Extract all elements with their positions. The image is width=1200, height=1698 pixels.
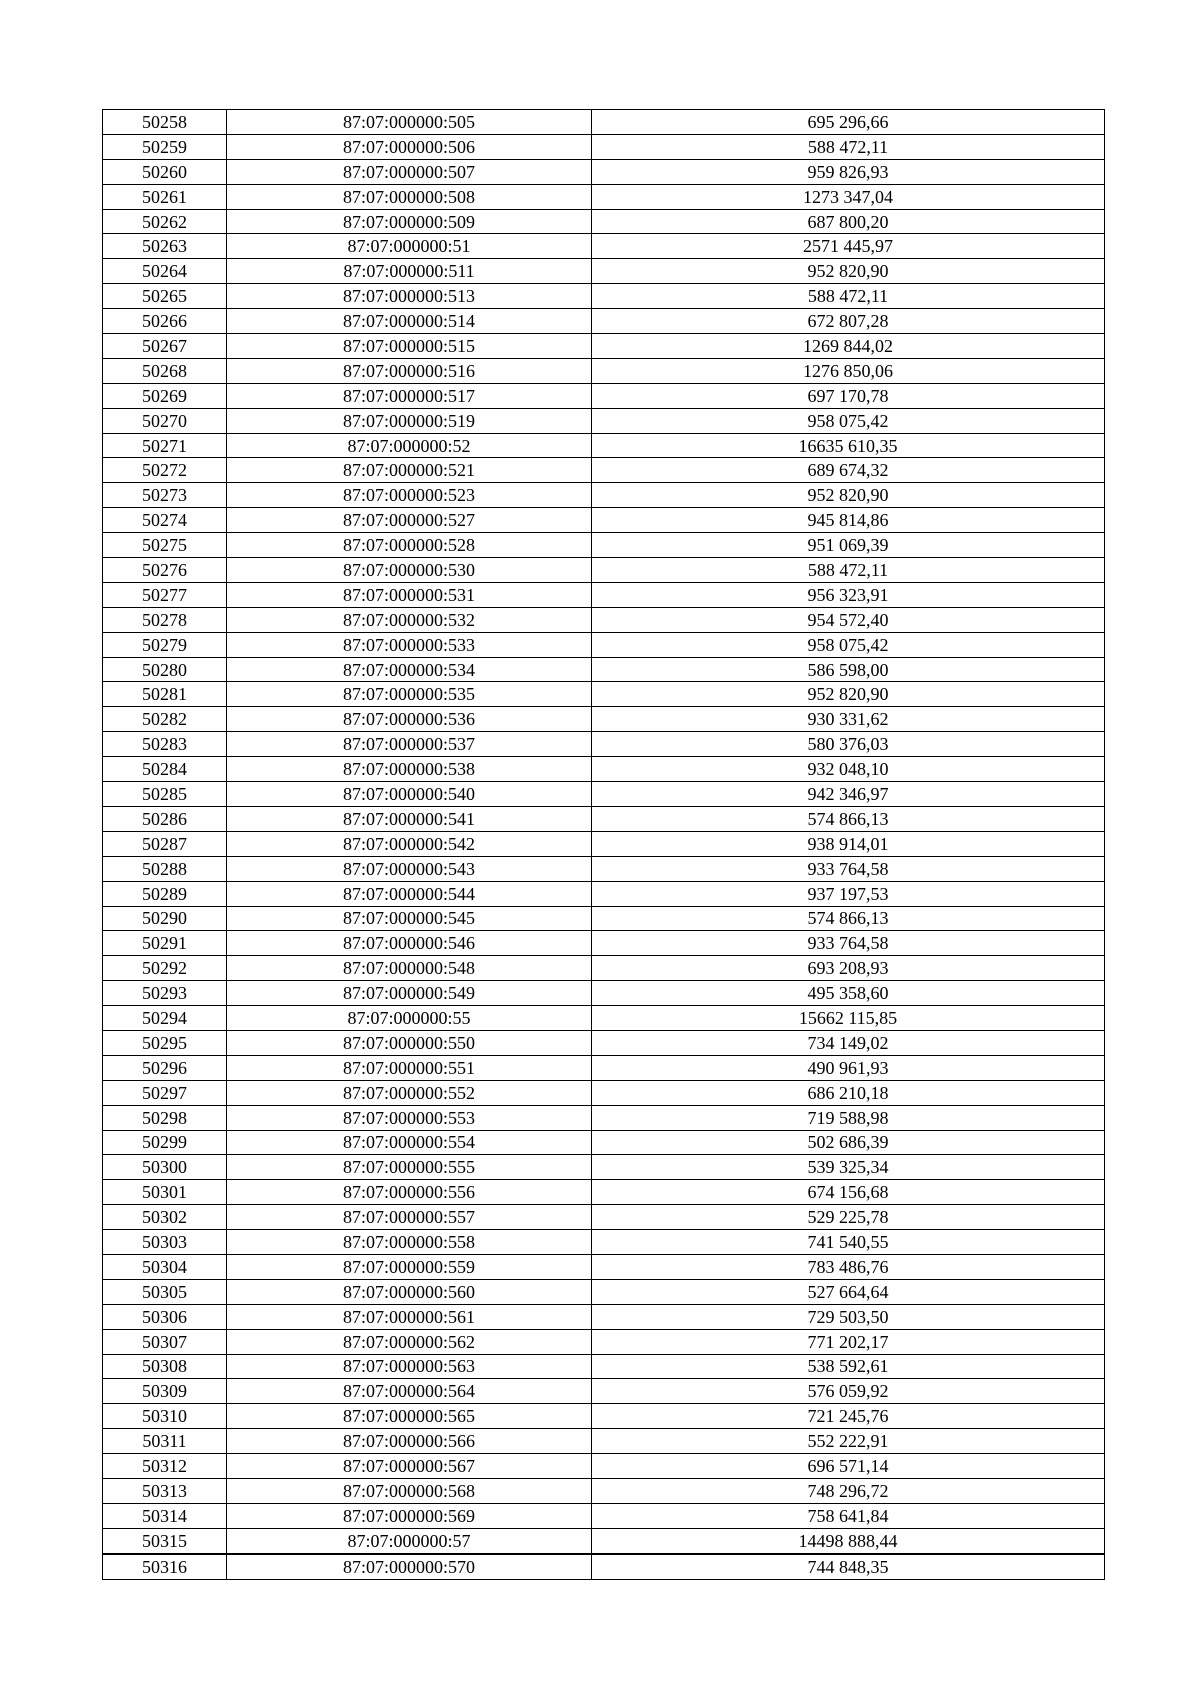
table-row xyxy=(103,906,1105,931)
table-row xyxy=(103,931,1105,956)
cadastral-number-cell: 87:07:000000:530 xyxy=(227,558,592,583)
table-row xyxy=(103,1354,1105,1379)
cadastral-number-cell: 87:07:000000:568 xyxy=(227,1478,592,1503)
table-row xyxy=(103,1105,1105,1130)
cadastral-value-cell: 588 472,11 xyxy=(592,284,1105,309)
cadastral-value-cell: 952 820,90 xyxy=(592,682,1105,707)
cadastral-number-cell: 87:07:000000:560 xyxy=(227,1279,592,1304)
row-number-cell: 50295 xyxy=(103,1030,227,1055)
table-row xyxy=(103,856,1105,881)
row-number-cell: 50299 xyxy=(103,1130,227,1155)
cadastral-value-cell: 696 571,14 xyxy=(592,1454,1105,1479)
table-row xyxy=(103,1205,1105,1230)
cadastral-value-cell: 958 075,42 xyxy=(592,632,1105,657)
cadastral-number-cell: 87:07:000000:569 xyxy=(227,1503,592,1528)
table-row xyxy=(103,607,1105,632)
cadastral-value-cell: 693 208,93 xyxy=(592,956,1105,981)
table-row xyxy=(103,1554,1105,1579)
row-number-cell: 50260 xyxy=(103,159,227,184)
row-number-cell: 50294 xyxy=(103,1006,227,1031)
row-number-cell: 50263 xyxy=(103,234,227,259)
row-number-cell: 50307 xyxy=(103,1329,227,1354)
cadastral-value-cell: 932 048,10 xyxy=(592,757,1105,782)
row-number-cell: 50286 xyxy=(103,806,227,831)
row-number-cell: 50277 xyxy=(103,582,227,607)
row-number-cell: 50258 xyxy=(103,110,227,135)
cadastral-number-cell: 87:07:000000:540 xyxy=(227,782,592,807)
row-number-cell: 50313 xyxy=(103,1478,227,1503)
cadastral-value-cell: 529 225,78 xyxy=(592,1205,1105,1230)
cadastral-number-cell: 87:07:000000:566 xyxy=(227,1429,592,1454)
table-row xyxy=(103,1055,1105,1080)
cadastral-number-cell: 87:07:000000:564 xyxy=(227,1379,592,1404)
row-number-cell: 50314 xyxy=(103,1503,227,1528)
row-number-cell: 50311 xyxy=(103,1429,227,1454)
row-number-cell: 50315 xyxy=(103,1528,227,1553)
cadastral-number-cell: 87:07:000000:535 xyxy=(227,682,592,707)
cadastral-value-cell: 729 503,50 xyxy=(592,1304,1105,1329)
table-row xyxy=(103,383,1105,408)
table-row xyxy=(103,358,1105,383)
cadastral-number-cell: 87:07:000000:543 xyxy=(227,856,592,881)
cadastral-number-cell: 87:07:000000:555 xyxy=(227,1155,592,1180)
table-row xyxy=(103,1503,1105,1528)
table-row xyxy=(103,1454,1105,1479)
cadastral-value-cell: 938 914,01 xyxy=(592,831,1105,856)
row-number-cell: 50262 xyxy=(103,209,227,234)
row-number-cell: 50282 xyxy=(103,707,227,732)
row-number-cell: 50308 xyxy=(103,1354,227,1379)
cadastral-number-cell: 87:07:000000:513 xyxy=(227,284,592,309)
table-row xyxy=(103,483,1105,508)
cadastral-value-cell: 951 069,39 xyxy=(592,533,1105,558)
cadastral-value-table xyxy=(102,109,1105,1580)
cadastral-number-cell: 87:07:000000:552 xyxy=(227,1080,592,1105)
row-number-cell: 50271 xyxy=(103,433,227,458)
cadastral-number-cell: 87:07:000000:546 xyxy=(227,931,592,956)
table-row xyxy=(103,1080,1105,1105)
cadastral-number-cell: 87:07:000000:507 xyxy=(227,159,592,184)
row-number-cell: 50261 xyxy=(103,184,227,209)
cadastral-number-cell: 87:07:000000:528 xyxy=(227,533,592,558)
cadastral-value-cell: 490 961,93 xyxy=(592,1055,1105,1080)
row-number-cell: 50290 xyxy=(103,906,227,931)
cadastral-value-cell: 672 807,28 xyxy=(592,309,1105,334)
cadastral-value-cell: 942 346,97 xyxy=(592,782,1105,807)
table-row xyxy=(103,981,1105,1006)
table-row xyxy=(103,582,1105,607)
cadastral-value-cell: 527 664,64 xyxy=(592,1279,1105,1304)
cadastral-value-cell: 937 197,53 xyxy=(592,881,1105,906)
row-number-cell: 50272 xyxy=(103,458,227,483)
cadastral-number-cell: 87:07:000000:57 xyxy=(227,1528,592,1553)
cadastral-value-cell: 16635 610,35 xyxy=(592,433,1105,458)
cadastral-value-cell: 748 296,72 xyxy=(592,1478,1105,1503)
table-row xyxy=(103,558,1105,583)
table-row xyxy=(103,657,1105,682)
cadastral-value-cell: 956 323,91 xyxy=(592,582,1105,607)
row-number-cell: 50287 xyxy=(103,831,227,856)
cadastral-number-cell: 87:07:000000:511 xyxy=(227,259,592,284)
table-row xyxy=(103,682,1105,707)
cadastral-value-cell: 15662 115,85 xyxy=(592,1006,1105,1031)
row-number-cell: 50269 xyxy=(103,383,227,408)
cadastral-number-cell: 87:07:000000:557 xyxy=(227,1205,592,1230)
row-number-cell: 50264 xyxy=(103,259,227,284)
cadastral-number-cell: 87:07:000000:565 xyxy=(227,1404,592,1429)
row-number-cell: 50280 xyxy=(103,657,227,682)
table-row xyxy=(103,259,1105,284)
table-row xyxy=(103,533,1105,558)
table-row xyxy=(103,1130,1105,1155)
row-number-cell: 50285 xyxy=(103,782,227,807)
cadastral-value-cell: 576 059,92 xyxy=(592,1379,1105,1404)
table-row xyxy=(103,956,1105,981)
table-body xyxy=(103,110,1105,1580)
cadastral-number-cell: 87:07:000000:567 xyxy=(227,1454,592,1479)
cadastral-number-cell: 87:07:000000:559 xyxy=(227,1254,592,1279)
cadastral-number-cell: 87:07:000000:556 xyxy=(227,1180,592,1205)
row-number-cell: 50288 xyxy=(103,856,227,881)
table-row xyxy=(103,707,1105,732)
row-number-cell: 50268 xyxy=(103,358,227,383)
table-row xyxy=(103,134,1105,159)
cadastral-value-cell: 719 588,98 xyxy=(592,1105,1105,1130)
cadastral-number-cell: 87:07:000000:537 xyxy=(227,732,592,757)
cadastral-value-cell: 580 376,03 xyxy=(592,732,1105,757)
table-row xyxy=(103,806,1105,831)
cadastral-number-cell: 87:07:000000:516 xyxy=(227,358,592,383)
row-number-cell: 50297 xyxy=(103,1080,227,1105)
row-number-cell: 50298 xyxy=(103,1105,227,1130)
cadastral-value-cell: 741 540,55 xyxy=(592,1230,1105,1255)
cadastral-number-cell: 87:07:000000:536 xyxy=(227,707,592,732)
row-number-cell: 50275 xyxy=(103,533,227,558)
cadastral-value-cell: 689 674,32 xyxy=(592,458,1105,483)
row-number-cell: 50284 xyxy=(103,757,227,782)
row-number-cell: 50300 xyxy=(103,1155,227,1180)
cadastral-value-cell: 758 641,84 xyxy=(592,1503,1105,1528)
row-number-cell: 50265 xyxy=(103,284,227,309)
row-number-cell: 50278 xyxy=(103,607,227,632)
table-row xyxy=(103,184,1105,209)
cadastral-number-cell: 87:07:000000:549 xyxy=(227,981,592,1006)
cadastral-value-cell: 588 472,11 xyxy=(592,558,1105,583)
cadastral-number-cell: 87:07:000000:523 xyxy=(227,483,592,508)
cadastral-value-cell: 771 202,17 xyxy=(592,1329,1105,1354)
cadastral-value-cell: 1276 850,06 xyxy=(592,358,1105,383)
cadastral-value-cell: 721 245,76 xyxy=(592,1404,1105,1429)
cadastral-number-cell: 87:07:000000:562 xyxy=(227,1329,592,1354)
cadastral-number-cell: 87:07:000000:534 xyxy=(227,657,592,682)
row-number-cell: 50266 xyxy=(103,309,227,334)
table-row xyxy=(103,1329,1105,1354)
cadastral-value-cell: 574 866,13 xyxy=(592,906,1105,931)
cadastral-value-cell: 1273 347,04 xyxy=(592,184,1105,209)
cadastral-value-cell: 1269 844,02 xyxy=(592,334,1105,359)
row-number-cell: 50304 xyxy=(103,1254,227,1279)
row-number-cell: 50259 xyxy=(103,134,227,159)
table-row xyxy=(103,1006,1105,1031)
row-number-cell: 50276 xyxy=(103,558,227,583)
row-number-cell: 50293 xyxy=(103,981,227,1006)
cadastral-value-cell: 959 826,93 xyxy=(592,159,1105,184)
cadastral-value-cell: 930 331,62 xyxy=(592,707,1105,732)
cadastral-value-cell: 14498 888,44 xyxy=(592,1528,1105,1553)
table-row xyxy=(103,632,1105,657)
table-row xyxy=(103,110,1105,135)
table-row xyxy=(103,1155,1105,1180)
cadastral-value-cell: 933 764,58 xyxy=(592,856,1105,881)
table-row xyxy=(103,1230,1105,1255)
table-row xyxy=(103,508,1105,533)
cadastral-number-cell: 87:07:000000:544 xyxy=(227,881,592,906)
cadastral-value-cell: 538 592,61 xyxy=(592,1354,1105,1379)
cadastral-number-cell: 87:07:000000:505 xyxy=(227,110,592,135)
cadastral-number-cell: 87:07:000000:550 xyxy=(227,1030,592,1055)
cadastral-value-cell: 586 598,00 xyxy=(592,657,1105,682)
row-number-cell: 50281 xyxy=(103,682,227,707)
cadastral-value-cell: 958 075,42 xyxy=(592,408,1105,433)
cadastral-value-cell: 674 156,68 xyxy=(592,1180,1105,1205)
cadastral-number-cell: 87:07:000000:519 xyxy=(227,408,592,433)
table-row xyxy=(103,209,1105,234)
cadastral-value-cell: 502 686,39 xyxy=(592,1130,1105,1155)
cadastral-number-cell: 87:07:000000:558 xyxy=(227,1230,592,1255)
row-number-cell: 50296 xyxy=(103,1055,227,1080)
row-number-cell: 50301 xyxy=(103,1180,227,1205)
cadastral-number-cell: 87:07:000000:542 xyxy=(227,831,592,856)
row-number-cell: 50283 xyxy=(103,732,227,757)
table-row xyxy=(103,1304,1105,1329)
table-row xyxy=(103,1180,1105,1205)
table-row xyxy=(103,1030,1105,1055)
table-row xyxy=(103,1379,1105,1404)
table-row xyxy=(103,782,1105,807)
cadastral-number-cell: 87:07:000000:554 xyxy=(227,1130,592,1155)
cadastral-value-cell: 734 149,02 xyxy=(592,1030,1105,1055)
table-row xyxy=(103,1254,1105,1279)
row-number-cell: 50273 xyxy=(103,483,227,508)
cadastral-number-cell: 87:07:000000:531 xyxy=(227,582,592,607)
row-number-cell: 50279 xyxy=(103,632,227,657)
table-row xyxy=(103,831,1105,856)
cadastral-number-cell: 87:07:000000:545 xyxy=(227,906,592,931)
cadastral-number-cell: 87:07:000000:548 xyxy=(227,956,592,981)
cadastral-number-cell: 87:07:000000:52 xyxy=(227,433,592,458)
cadastral-value-cell: 495 358,60 xyxy=(592,981,1105,1006)
cadastral-value-cell: 2571 445,97 xyxy=(592,234,1105,259)
row-number-cell: 50305 xyxy=(103,1279,227,1304)
cadastral-number-cell: 87:07:000000:538 xyxy=(227,757,592,782)
row-number-cell: 50270 xyxy=(103,408,227,433)
row-number-cell: 50316 xyxy=(103,1554,227,1579)
row-number-cell: 50291 xyxy=(103,931,227,956)
row-number-cell: 50303 xyxy=(103,1230,227,1255)
cadastral-value-cell: 574 866,13 xyxy=(592,806,1105,831)
cadastral-value-cell: 687 800,20 xyxy=(592,209,1105,234)
table-row xyxy=(103,309,1105,334)
row-number-cell: 50312 xyxy=(103,1454,227,1479)
row-number-cell: 50306 xyxy=(103,1304,227,1329)
cadastral-number-cell: 87:07:000000:515 xyxy=(227,334,592,359)
table-row xyxy=(103,234,1105,259)
cadastral-number-cell: 87:07:000000:521 xyxy=(227,458,592,483)
cadastral-value-cell: 952 820,90 xyxy=(592,483,1105,508)
cadastral-number-cell: 87:07:000000:509 xyxy=(227,209,592,234)
cadastral-number-cell: 87:07:000000:551 xyxy=(227,1055,592,1080)
table-row xyxy=(103,757,1105,782)
cadastral-number-cell: 87:07:000000:508 xyxy=(227,184,592,209)
cadastral-number-cell: 87:07:000000:532 xyxy=(227,607,592,632)
table-row xyxy=(103,1429,1105,1454)
cadastral-value-cell: 588 472,11 xyxy=(592,134,1105,159)
cadastral-value-cell: 744 848,35 xyxy=(592,1554,1105,1579)
table-row xyxy=(103,732,1105,757)
table-row xyxy=(103,433,1105,458)
cadastral-value-cell: 945 814,86 xyxy=(592,508,1105,533)
cadastral-value-cell: 697 170,78 xyxy=(592,383,1105,408)
cadastral-value-cell: 933 764,58 xyxy=(592,931,1105,956)
table-row xyxy=(103,159,1105,184)
row-number-cell: 50289 xyxy=(103,881,227,906)
cadastral-number-cell: 87:07:000000:553 xyxy=(227,1105,592,1130)
table-row xyxy=(103,458,1105,483)
row-number-cell: 50310 xyxy=(103,1404,227,1429)
cadastral-number-cell: 87:07:000000:561 xyxy=(227,1304,592,1329)
cadastral-value-cell: 952 820,90 xyxy=(592,259,1105,284)
cadastral-value-cell: 695 296,66 xyxy=(592,110,1105,135)
table-row xyxy=(103,334,1105,359)
row-number-cell: 50292 xyxy=(103,956,227,981)
table-row xyxy=(103,1279,1105,1304)
cadastral-number-cell: 87:07:000000:517 xyxy=(227,383,592,408)
cadastral-number-cell: 87:07:000000:527 xyxy=(227,508,592,533)
cadastral-number-cell: 87:07:000000:563 xyxy=(227,1354,592,1379)
row-number-cell: 50302 xyxy=(103,1205,227,1230)
cadastral-value-cell: 686 210,18 xyxy=(592,1080,1105,1105)
cadastral-number-cell: 87:07:000000:570 xyxy=(227,1554,592,1579)
cadastral-number-cell: 87:07:000000:533 xyxy=(227,632,592,657)
table-row xyxy=(103,1478,1105,1503)
cadastral-value-cell: 539 325,34 xyxy=(592,1155,1105,1180)
table-row xyxy=(103,1528,1105,1553)
cadastral-value-cell: 552 222,91 xyxy=(592,1429,1105,1454)
cadastral-value-cell: 783 486,76 xyxy=(592,1254,1105,1279)
cadastral-number-cell: 87:07:000000:51 xyxy=(227,234,592,259)
table-row xyxy=(103,284,1105,309)
row-number-cell: 50267 xyxy=(103,334,227,359)
table-row xyxy=(103,408,1105,433)
cadastral-number-cell: 87:07:000000:514 xyxy=(227,309,592,334)
row-number-cell: 50309 xyxy=(103,1379,227,1404)
cadastral-number-cell: 87:07:000000:55 xyxy=(227,1006,592,1031)
table-row xyxy=(103,1404,1105,1429)
cadastral-value-cell: 954 572,40 xyxy=(592,607,1105,632)
cadastral-number-cell: 87:07:000000:541 xyxy=(227,806,592,831)
cadastral-number-cell: 87:07:000000:506 xyxy=(227,134,592,159)
row-number-cell: 50274 xyxy=(103,508,227,533)
table-row xyxy=(103,881,1105,906)
